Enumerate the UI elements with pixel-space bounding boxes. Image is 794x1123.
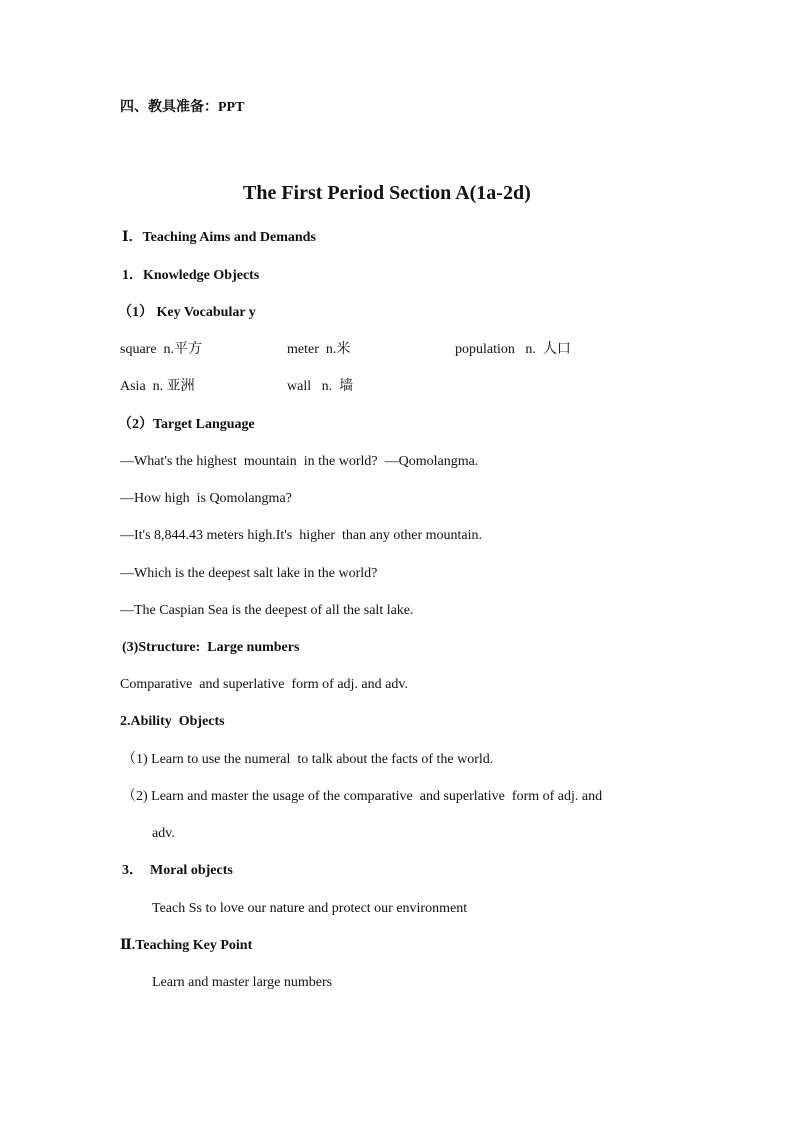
moral-line: Teach Ss to love our nature and protect our environment [152,901,468,916]
key-vocabulary-heading: （1） Key Vocabular y [118,305,256,320]
ability-item-2: （2) Learn and master the usage of the comparative and superlative form of adj. and [122,789,603,804]
target-line-2: —How high is Qomolangma? [120,491,292,506]
target-line-3: —It's 8,844.43 meters high.It's higher than any other mountain. [120,528,482,543]
vocab-population: population n. 人口 [455,342,571,357]
ability-item-1: （1) Learn to use the numeral to talk about the facts of the world. [122,752,494,767]
knowledge-objects-heading: 1．Knowledge Objects [122,268,260,283]
page-title: The First Period Section A(1a-2d) [243,182,531,204]
target-line-1: —What's the highest mountain in the world? —Qomolangma. [120,454,479,469]
target-language-heading: （2）Target Language [118,417,255,432]
key-point-line: Learn and master large numbers [152,975,333,990]
section-1-heading: Ⅰ．Teaching Aims and Demands [122,230,316,245]
structure-heading: (3)Structure: Large numbers [122,640,300,655]
ability-item-2-continued: adv. [152,826,175,841]
prep-heading: 四、教具准备：PPT [120,100,245,115]
moral-objects-heading: 3． Moral objects [122,863,233,878]
vocab-square: square n.平方 [120,342,203,357]
ability-objects-heading: 2.Ability Objects [120,714,225,729]
structure-line: Comparative and superlative form of adj. and adv. [120,677,408,692]
target-line-5: —The Caspian Sea is the deepest of all the salt lake. [120,603,414,618]
vocab-asia: Asia n. 亚洲 [120,379,195,394]
section-2-heading: Ⅱ.Teaching Key Point [120,938,253,953]
target-line-4: —Which is the deepest salt lake in the world? [120,566,378,581]
vocab-meter: meter n.米 [287,342,351,357]
vocab-wall: wall n. 墙 [287,379,354,394]
